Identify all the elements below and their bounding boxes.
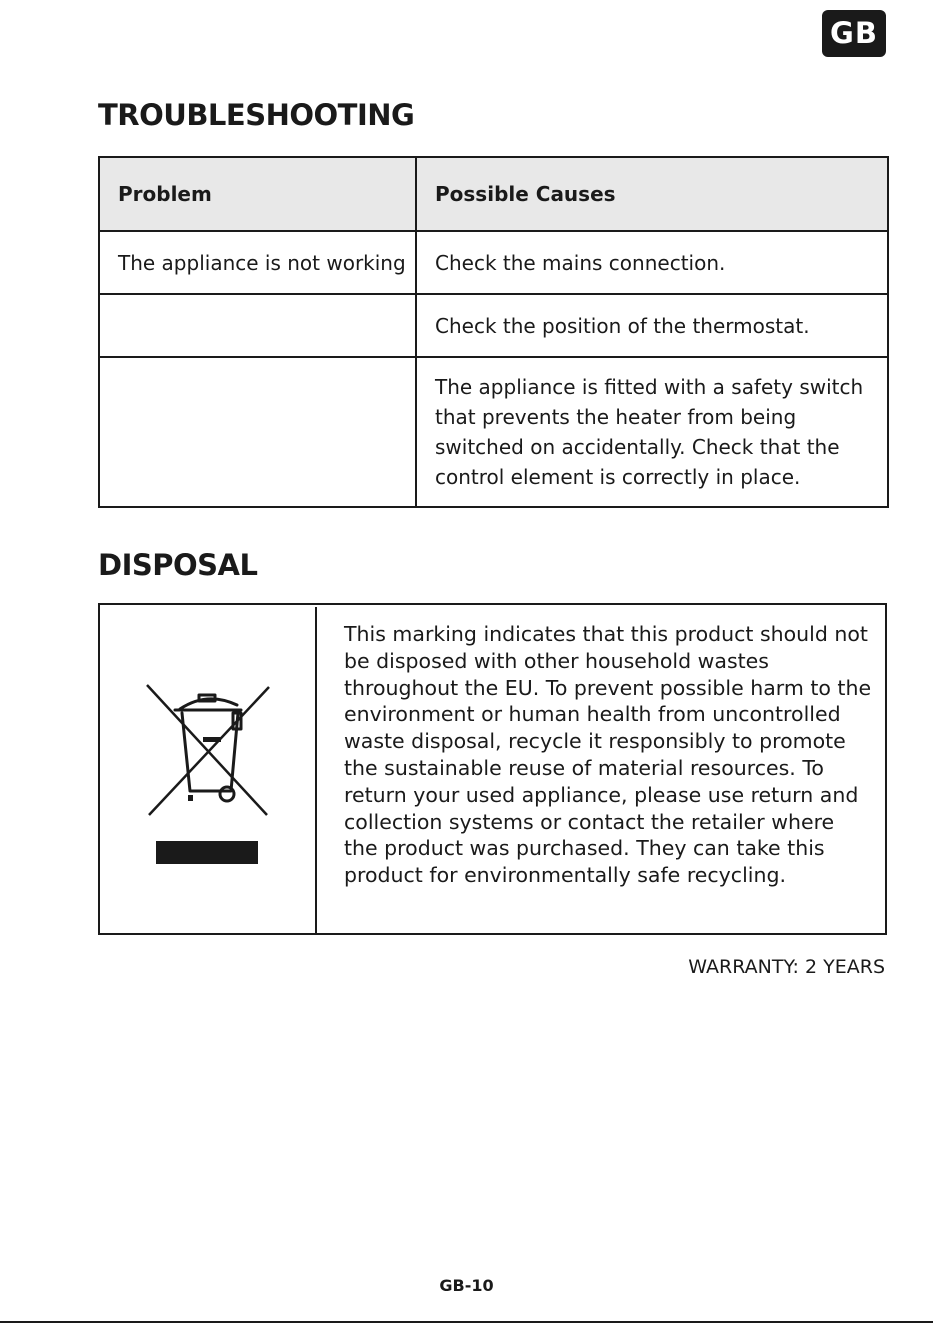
language-badge: GB bbox=[822, 10, 886, 57]
cause-cell: Check the mains connection. bbox=[416, 231, 888, 294]
problem-column-header: Problem bbox=[99, 157, 416, 231]
disposal-divider bbox=[315, 607, 317, 933]
table-header-row bbox=[99, 157, 888, 231]
bin-bar-mark bbox=[156, 841, 258, 864]
warranty-text: WARRANTY: 2 YEARS bbox=[688, 956, 885, 978]
disposal-box bbox=[98, 603, 887, 935]
problem-cell bbox=[99, 357, 416, 507]
disposal-title: DISPOSAL bbox=[98, 548, 258, 582]
table-row bbox=[99, 231, 888, 294]
causes-column-header: Possible Causes bbox=[416, 157, 888, 231]
troubleshooting-table bbox=[98, 156, 889, 508]
table-row bbox=[99, 357, 888, 507]
bottom-rule bbox=[0, 1321, 933, 1323]
cause-cell: Check the position of the thermostat. bbox=[416, 294, 888, 357]
problem-cell: The appliance is not working bbox=[99, 231, 416, 294]
crossed-out-wheelie-bin-icon bbox=[145, 683, 275, 818]
page-number: GB-10 bbox=[439, 1276, 494, 1295]
problem-cell bbox=[99, 294, 416, 357]
cause-cell: The appliance is fitted with a safety switch that prevents the heater from being switched on accidentally. Check that the control element is correctly in place. bbox=[416, 357, 888, 507]
troubleshooting-title: TROUBLESHOOTING bbox=[98, 98, 415, 132]
disposal-text: This marking indicates that this product should not be disposed with other household wastes throughout the EU. To prevent possible harm to the environment or human health from uncontrolled waste disposal, recycle it responsibly to promote the sustainable reuse of material resources. To return your used appliance, please use return and collection systems or contact the retailer where the product was purchased. They can take this product for environmentally safe recycling. bbox=[344, 622, 872, 888]
table-row bbox=[99, 294, 888, 357]
